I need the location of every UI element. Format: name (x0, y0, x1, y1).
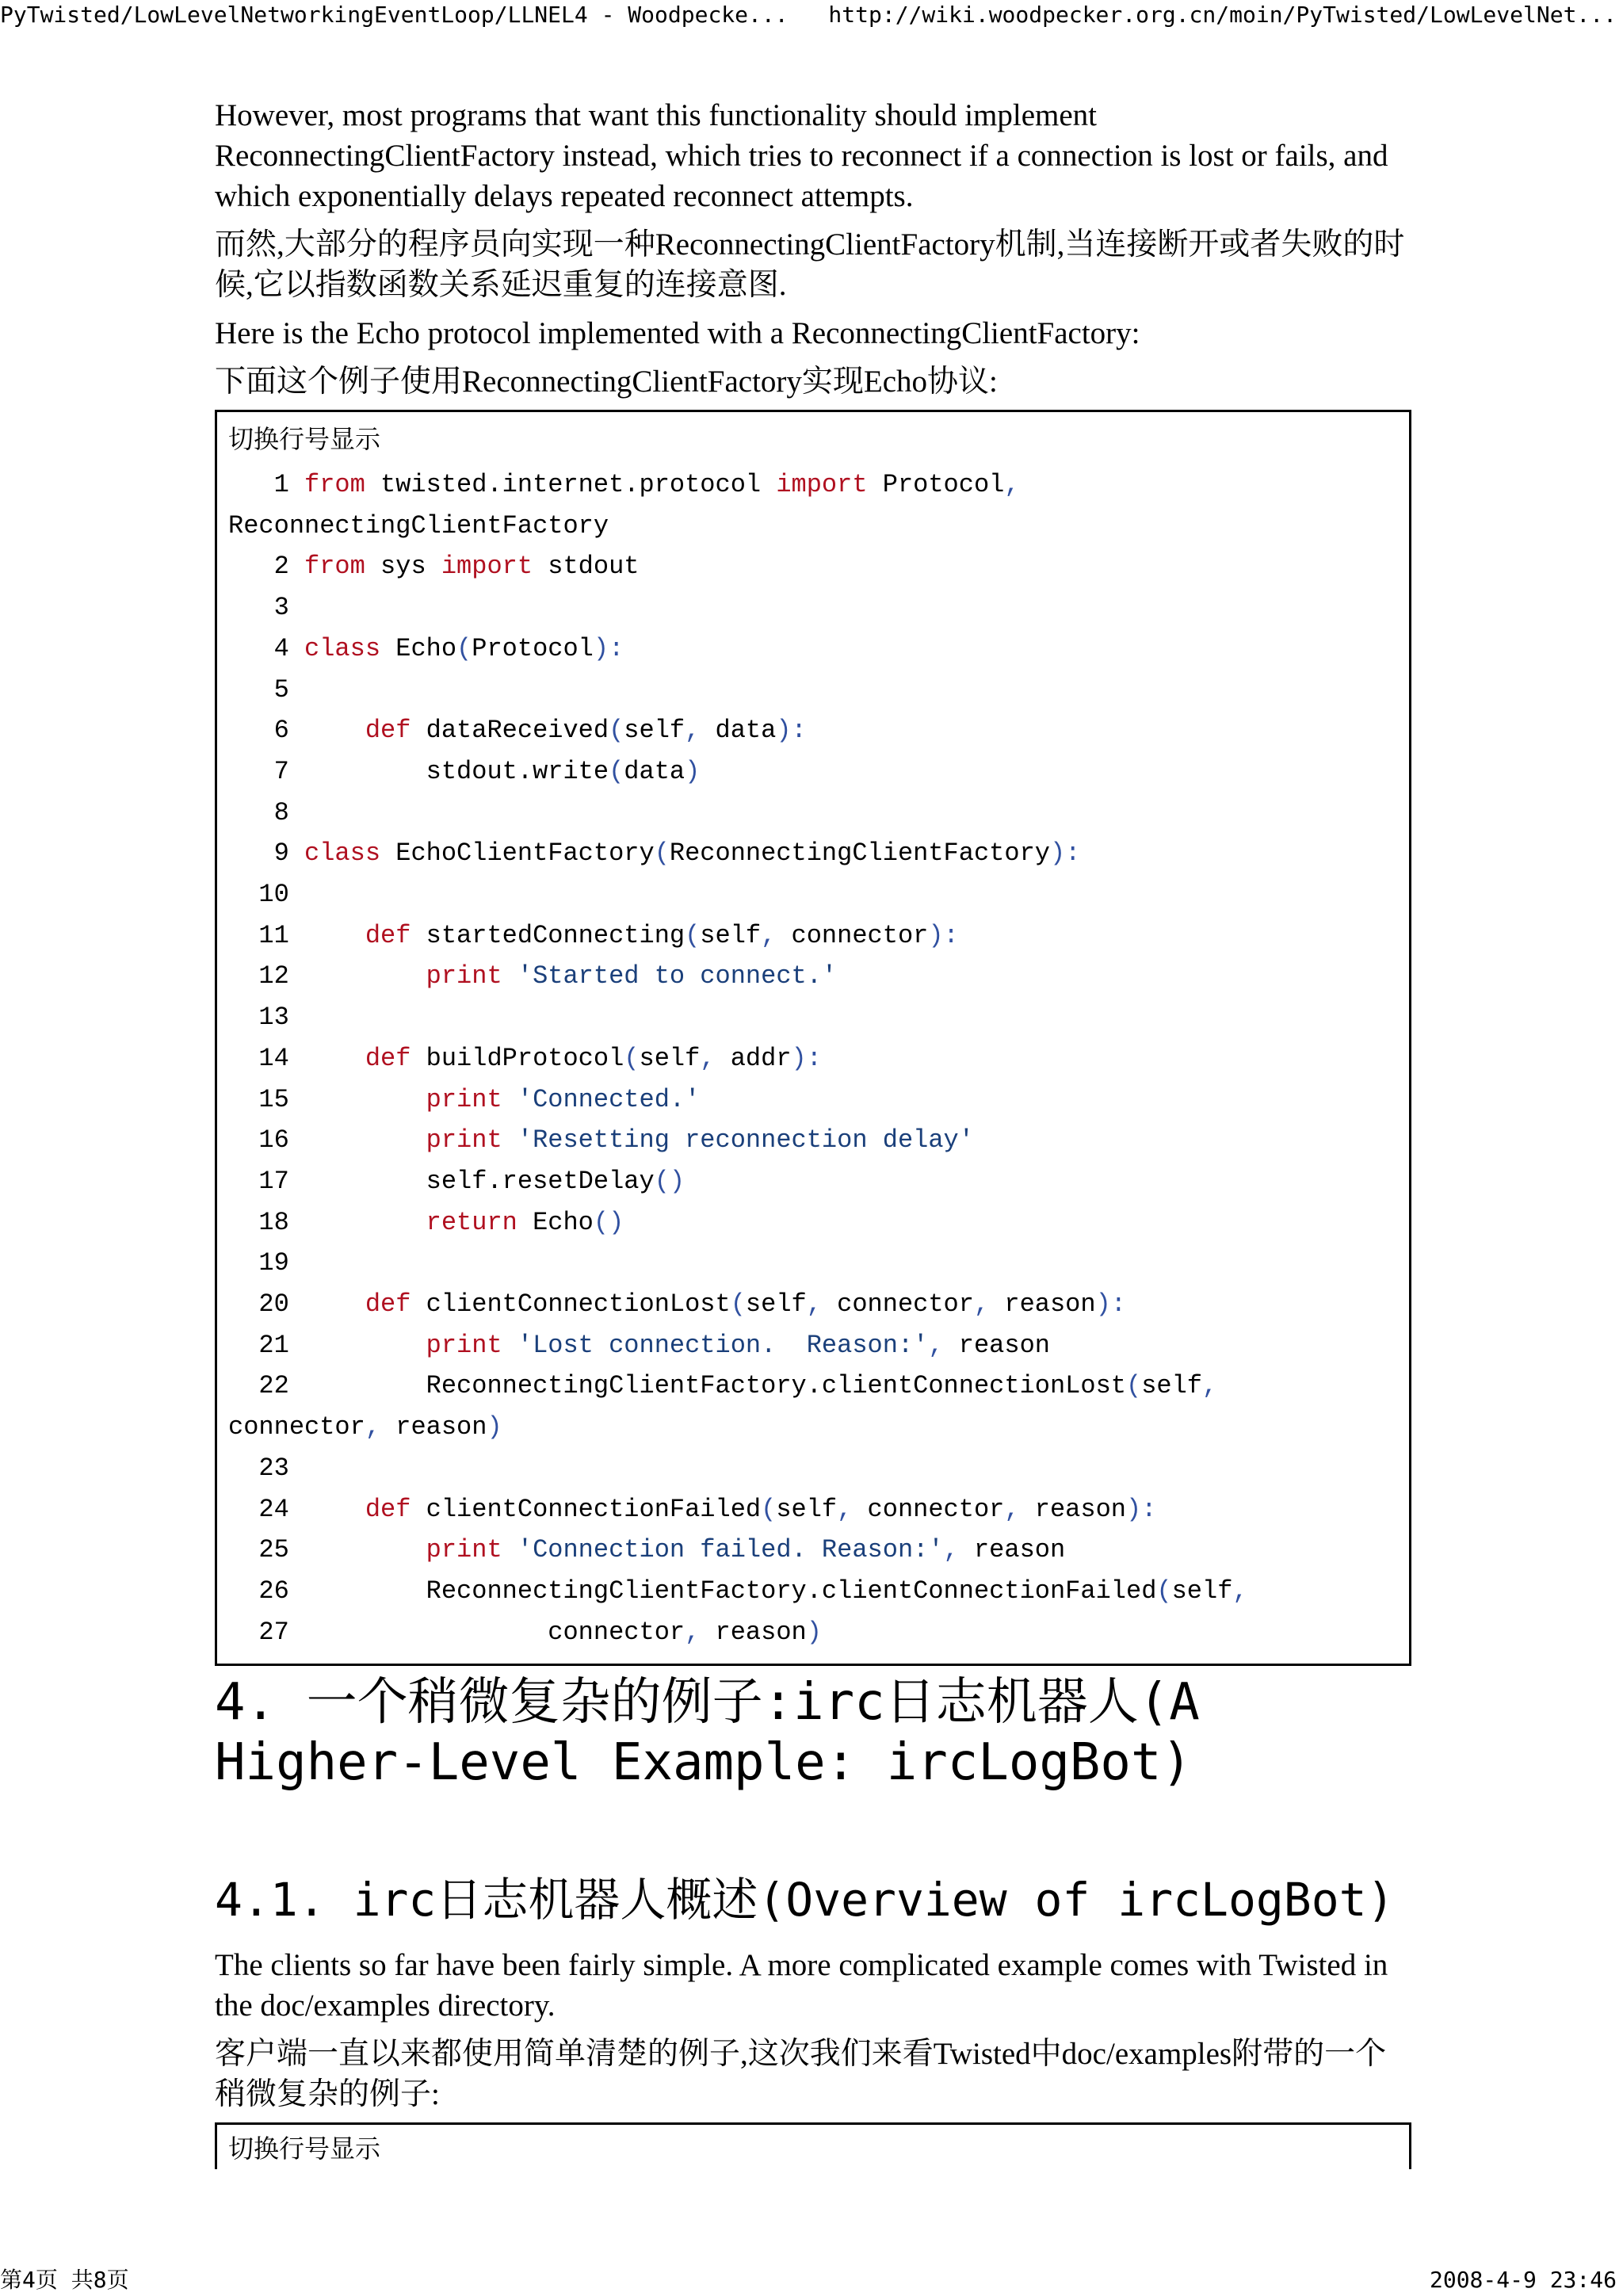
line-number: 7 (228, 756, 289, 786)
line-number: 20 (228, 1289, 289, 1320)
code-punctuation: ( (609, 716, 624, 746)
line-number: 13 (228, 1003, 289, 1033)
code-punctuation: : (806, 1043, 822, 1073)
line-number: 17 (228, 1166, 289, 1196)
code-line: 20 def clientConnectionLost(self, connector, reason): (228, 1289, 1126, 1320)
line-number: 2 (228, 552, 289, 582)
code-line (228, 670, 1409, 711)
code-line: 26 ReconnectingClientFactory.clientConnectionFailed(self, (228, 1576, 1248, 1606)
line-number: 9 (228, 839, 289, 869)
line-number: 26 (228, 1576, 289, 1606)
code-string: 'Lost connection. Reason:' (517, 1330, 929, 1360)
code-punctuation: , (761, 920, 777, 950)
code-punctuation: , (973, 1289, 990, 1320)
line-number: 8 (228, 797, 289, 827)
line-number: 27 (228, 1617, 289, 1647)
code-block-echo (215, 410, 1411, 1666)
code-punctuation: ) (593, 633, 609, 663)
line-number: 3 (228, 593, 289, 623)
browser-print-header-title: PyTwisted/LowLevelNetworkingEventLoop/LLNEL4 - Woodpecke... (0, 2, 789, 28)
code-punctuation: , (700, 1043, 716, 1073)
code-keyword: class (304, 839, 381, 869)
code-line (228, 793, 1409, 834)
code-punctuation: , (928, 1330, 944, 1360)
code-punctuation: ) (1049, 839, 1066, 869)
code-string: 'Connected.' (517, 1084, 701, 1114)
code-punctuation: ) (776, 716, 792, 746)
code-punctuation: : (1110, 1289, 1126, 1320)
code-punctuation: : (1065, 839, 1081, 869)
code-punctuation: : (791, 716, 807, 746)
code-line (228, 997, 1409, 1038)
code-line (228, 874, 1409, 915)
page-content (215, 95, 1411, 2169)
code-line (228, 956, 1409, 997)
line-number: 19 (228, 1248, 289, 1278)
code-punctuation: , (943, 1535, 959, 1565)
code-line: 6 def dataReceived(self, data): (228, 716, 807, 746)
code-keyword: def (365, 1494, 411, 1524)
code-line: 17 self.resetDelay() (228, 1166, 685, 1196)
line-number: 10 (228, 880, 289, 910)
code-keyword: def (365, 716, 411, 746)
code-punctuation: , (1004, 1494, 1020, 1524)
code-string: 'Started to connect.' (517, 961, 838, 991)
line-number: 5 (228, 674, 289, 705)
code-punctuation: : (943, 920, 959, 950)
paragraph-reconnect-en: However, most programs that want this functionality should implement ReconnectingClientFactory instead, which tries to reconnect if a connection is lost or fails, and which exponentially delays repeated reconnect attempts. (215, 98, 1388, 213)
code-punctuation: , (1202, 1371, 1218, 1401)
paragraph-echo-intro-en: Here is the Echo protocol implemented with a ReconnectingClientFactory: (215, 316, 1140, 350)
code-line: 1 from twisted.internet.protocol import Protocol, (228, 470, 1020, 499)
code-punctuation: ) (1095, 1289, 1111, 1320)
code-line (228, 1243, 1409, 1284)
code-punctuation: ( (685, 920, 701, 950)
code-punctuation: , (685, 1617, 701, 1647)
code-line: 4 class Echo(Protocol): (228, 633, 624, 663)
code-punctuation: , (1004, 470, 1020, 499)
paragraph-overview-zh: 客户端一直以来都使用简单清楚的例子,这次我们来看Twisted中doc/examples附带的一个稍微复杂的例子: (215, 2037, 1387, 2112)
code-punctuation: ) (928, 920, 944, 950)
code-block-irclogbot (215, 2122, 1411, 2169)
code-line: 11 def startedConnecting(self, connector): (228, 920, 959, 950)
code-keyword: print (426, 1330, 502, 1360)
code-string: 'Connection failed. Reason:' (517, 1535, 944, 1565)
line-number: 4 (228, 633, 289, 663)
code-punctuation: ) (1125, 1494, 1142, 1524)
code-punctuation: ( (654, 839, 670, 869)
code-line: 24 def clientConnectionFailed(self, connector, reason): (228, 1494, 1157, 1524)
code-keyword: return (426, 1207, 517, 1237)
line-number: 25 (228, 1535, 289, 1565)
code-punctuation: ( (654, 1166, 670, 1196)
paragraph-reconnect-zh: 而然,大部分的程序员向实现一种ReconnectingClientFactory机制,当连接断开或者失败的时候,它以指数函数关系延迟重复的连接意图. (215, 227, 1405, 302)
code-keyword: from (304, 470, 365, 499)
code-lines (228, 464, 1409, 1652)
code-line: 22 ReconnectingClientFactory.clientConnectionLost(self, (228, 1371, 1218, 1401)
section-heading-4-1: 4.1. irc日志机器人概述(Overview of ircLogBot) (215, 1873, 1395, 1927)
code-keyword: class (304, 633, 381, 663)
paragraph-overview-en: The clients so far have been fairly simple. A more complicated example comes with Twisted in the doc/examples directory. (215, 1948, 1388, 2023)
code-line: ReconnectingClientFactory (228, 510, 609, 541)
line-number: 21 (228, 1330, 289, 1360)
code-punctuation: , (1232, 1576, 1248, 1606)
code-punctuation: ( (730, 1289, 746, 1320)
code-line: 18 return Echo() (228, 1207, 624, 1237)
toggle-line-numbers-link[interactable]: 切换行号显示 (228, 424, 381, 454)
code-line: 25 print 'Connection failed. Reason:', reason (228, 1535, 1066, 1565)
code-line: connector, reason) (228, 1412, 502, 1442)
line-number: 18 (228, 1207, 289, 1237)
code-punctuation: ( (1156, 1576, 1172, 1606)
browser-print-header-url: http://wiki.woodpecker.org.cn/moin/PyTwisted/LowLevelNet... (828, 2, 1617, 28)
code-line: 27 connector, reason) (228, 1617, 822, 1647)
code-line: 21 print 'Lost connection. Reason:', reason (228, 1330, 1050, 1360)
code-punctuation: : (609, 633, 624, 663)
code-string: 'Resetting reconnection delay' (517, 1125, 974, 1156)
code-punctuation: : (1141, 1494, 1157, 1524)
line-number: 16 (228, 1125, 289, 1156)
code-punctuation: , (837, 1494, 853, 1524)
code-line (228, 1120, 1409, 1161)
line-number: 22 (228, 1371, 289, 1401)
line-number: 24 (228, 1494, 289, 1524)
code-keyword: print (426, 1535, 502, 1565)
code-punctuation: ( (1125, 1371, 1142, 1401)
code-line: 7 stdout.write(data) (228, 756, 701, 786)
code-keyword: print (426, 1084, 502, 1114)
code-line (228, 1448, 1409, 1489)
code-line (228, 1079, 1409, 1121)
code-punctuation: ) (669, 1166, 685, 1196)
line-number: 15 (228, 1084, 289, 1114)
code-punctuation: ( (761, 1494, 777, 1524)
code-punctuation: ) (791, 1043, 807, 1073)
code-punctuation: ( (624, 1043, 640, 1073)
code-punctuation: ( (609, 756, 624, 786)
code-line: 14 def buildProtocol(self, addr): (228, 1043, 822, 1073)
code-keyword: def (365, 1289, 411, 1320)
code-punctuation: , (685, 716, 701, 746)
code-punctuation: ) (806, 1617, 822, 1647)
code-punctuation: , (365, 1412, 381, 1442)
code-punctuation: ( (593, 1207, 609, 1237)
page-counter: 第4页 共8页 (0, 2267, 129, 2293)
code-punctuation: ) (487, 1412, 502, 1442)
code-keyword: print (426, 961, 502, 991)
line-number: 11 (228, 920, 289, 950)
code-line: 2 from sys import stdout (228, 552, 640, 582)
line-number: 23 (228, 1453, 289, 1483)
code-keyword: from (304, 552, 365, 582)
line-number: 14 (228, 1043, 289, 1073)
code-keyword: def (365, 1043, 411, 1073)
line-number: 6 (228, 716, 289, 746)
toggle-line-numbers-link-2[interactable]: 切换行号显示 (228, 2134, 381, 2164)
code-line: 9 class EchoClientFactory(ReconnectingClientFactory): (228, 839, 1081, 869)
code-keyword: print (426, 1125, 502, 1156)
paragraph-echo-intro-zh: 下面这个例子使用ReconnectingClientFactory实现Echo协议: (215, 365, 998, 399)
code-keyword: def (365, 920, 411, 950)
code-line (228, 587, 1409, 628)
section-heading-4: 4. 一个稍微复杂的例子:irc日志机器人(A Higher-Level Example: ircLogBot) (215, 1673, 1200, 1793)
code-punctuation: ) (685, 756, 701, 786)
line-number: 12 (228, 961, 289, 991)
line-number: 1 (228, 470, 289, 499)
code-punctuation: ) (609, 1207, 624, 1237)
code-punctuation: ( (456, 633, 472, 663)
print-timestamp: 2008-4-9 23:46 (1429, 2267, 1617, 2293)
code-keyword: import (441, 552, 533, 582)
code-punctuation: , (806, 1289, 822, 1320)
code-keyword: import (776, 470, 868, 499)
